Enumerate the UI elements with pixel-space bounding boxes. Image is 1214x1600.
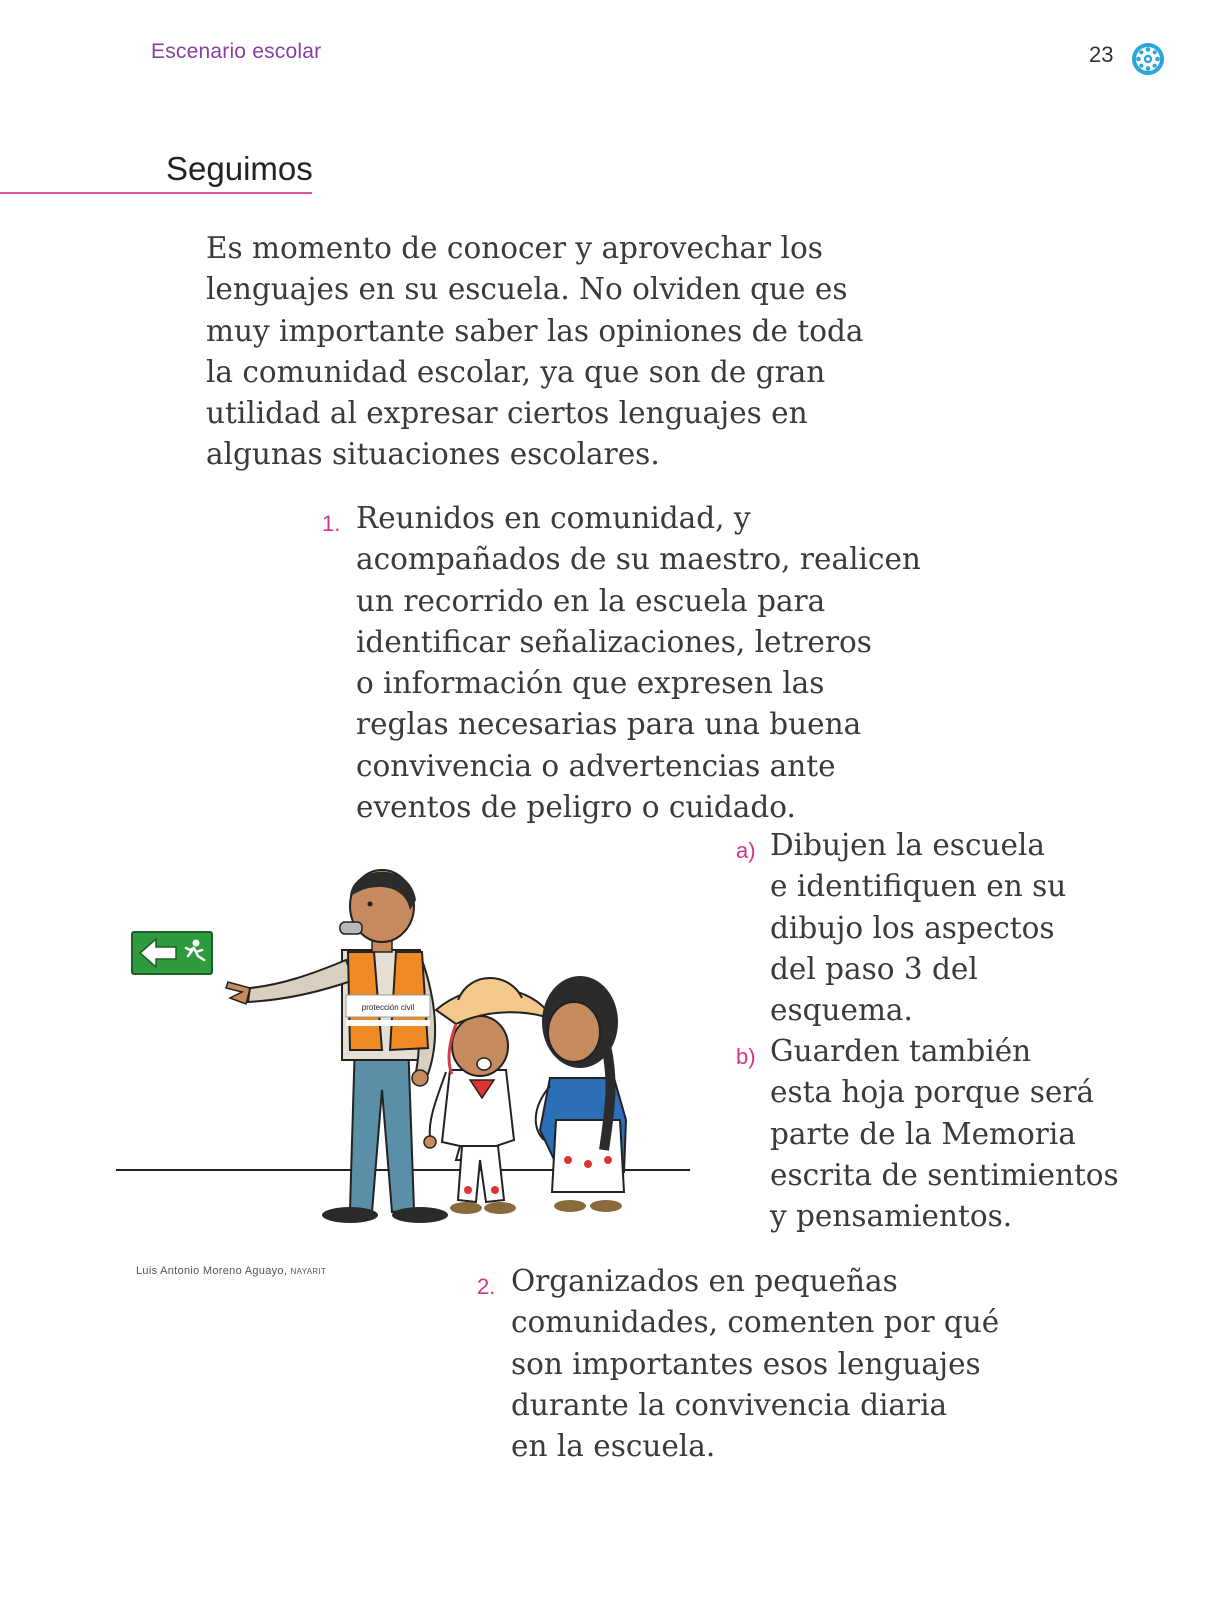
step-2-line: durante la convivencia diaria — [511, 1387, 948, 1422]
substep-b-line: esta hoja porque será — [770, 1075, 1095, 1110]
substep-a-label: a) — [736, 838, 756, 863]
step-1-line: reglas necesarias para una buena — [356, 707, 862, 742]
step-1-number: 1. — [322, 511, 341, 536]
step-1-line: acompañados de su maestro, realicen — [356, 542, 921, 577]
step-1-line: eventos de peligro o cuidado. — [356, 790, 796, 825]
intro-line: Es momento de conocer y aprovechar los — [206, 231, 823, 265]
step-2-line: comunidades, comenten por qué — [511, 1305, 1000, 1340]
step-1-line: un recorrido en la escuela para — [356, 583, 826, 618]
step-1-line: convivencia o advertencias ante — [356, 748, 836, 783]
credit-region: NAYARIT — [290, 1267, 327, 1276]
step-1-text — [356, 498, 956, 828]
step-2-line: son importantes esos lenguajes — [511, 1346, 981, 1381]
step-2-number: 2. — [477, 1274, 496, 1299]
intro-line: lenguajes en su escuela. No olviden que es — [206, 272, 848, 307]
step-2-line: Organizados en pequeñas — [511, 1264, 898, 1298]
substep-a-line: dibujo los aspectos — [770, 910, 1055, 945]
running-head: Escenario escolar — [151, 40, 322, 63]
step-1-line: Reunidos en comunidad, y — [356, 501, 751, 535]
credit-name: Luis Antonio Moreno Aguayo, — [136, 1265, 288, 1277]
title-underline — [0, 192, 312, 194]
step-1-line: identificar señalizaciones, letreros — [356, 624, 872, 659]
section-title: Seguimos — [166, 150, 313, 187]
substep-a-line: del paso 3 del — [770, 951, 978, 986]
substep-b-line: parte de la Memoria — [770, 1116, 1076, 1151]
school-safety-illustration — [110, 860, 710, 1250]
step-2-text — [511, 1261, 1071, 1467]
sun-flower-emblem-icon — [1130, 41, 1166, 77]
substep-b-label: b) — [736, 1044, 756, 1069]
substep-a-line: e identifiquen en su — [770, 869, 1067, 904]
substep-b-text — [770, 1031, 1190, 1237]
boy-with-sombrero-figure — [424, 978, 554, 1214]
substep-b-line: Guarden también — [770, 1034, 1032, 1068]
vest-label: protección civil — [361, 1003, 415, 1012]
intro-line: muy importante saber las opiniones de toda — [206, 313, 864, 348]
step-2-line: en la escuela. — [511, 1429, 716, 1464]
emergency-exit-sign-icon — [132, 932, 212, 974]
page-number: 23 — [1089, 42, 1114, 67]
substep-b-line: escrita de sentimientos — [770, 1157, 1119, 1192]
substep-a-line: Dibujen la escuela — [770, 828, 1045, 862]
substep-b-line: y pensamientos. — [770, 1199, 1013, 1234]
intro-line: la comunidad escolar, ya que son de gran — [206, 354, 826, 389]
step-1-line: o información que expresen las — [356, 666, 825, 701]
substep-a-text — [770, 825, 1170, 1031]
intro-line: algunas situaciones escolares. — [206, 437, 660, 472]
illustration-credit — [136, 1265, 326, 1277]
intro-paragraph — [206, 228, 906, 476]
substep-a-line: esquema. — [770, 993, 913, 1028]
intro-line: utilidad al expresar ciertos lenguajes en — [206, 396, 808, 431]
girl-with-braid-figure — [536, 976, 626, 1212]
